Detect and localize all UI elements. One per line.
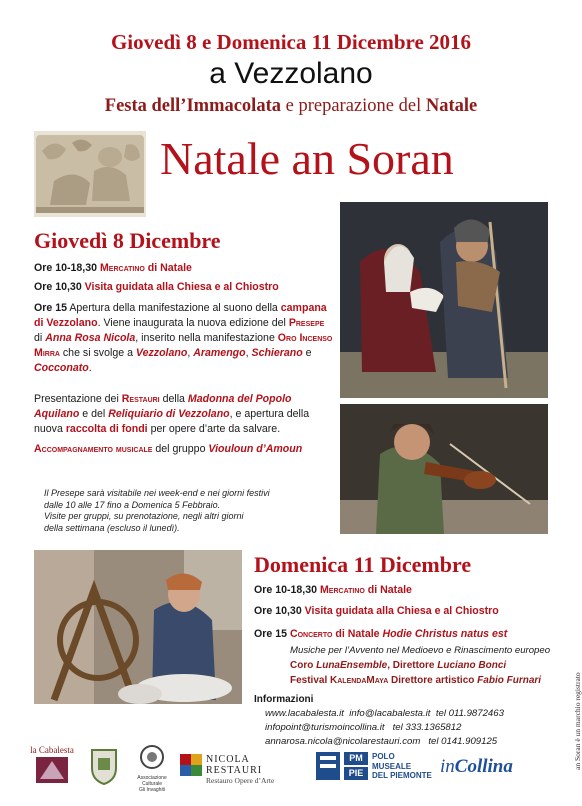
day2-line-market: [254, 583, 554, 598]
text-segment: ,: [245, 347, 252, 359]
trademark-note: [563, 660, 582, 770]
choir-director-name: Luciano Bonci: [437, 660, 507, 671]
time-label: Ore 10-18,30: [34, 262, 100, 274]
time-label: Ore 10,30: [254, 605, 305, 617]
info-label: Informazioni: [254, 694, 314, 705]
day2-choir-line: [290, 660, 506, 671]
choir-director-label: , Direttore: [387, 660, 438, 671]
text-segment: Apertura della manifestazione al suono della: [66, 302, 281, 314]
text-segment: Schierano: [251, 347, 303, 359]
time-label: Ore 10,30: [34, 281, 85, 293]
nativity-figures-photo: [340, 202, 548, 398]
festival-director-label: Direttore artistico: [388, 675, 478, 686]
polo-text: [372, 752, 432, 781]
phone-number: tel 011.9872463: [435, 708, 504, 719]
text-segment: Ore 15: [34, 302, 67, 314]
capital-sculpture-image: [34, 131, 146, 217]
website-link[interactable]: www.lacabalesta.it: [265, 708, 344, 719]
text-segment: del gruppo: [152, 443, 209, 455]
text-segment: Restauri: [121, 393, 160, 405]
concert-mid: di Natale: [332, 628, 383, 640]
day1-paragraph-restorations: [34, 392, 334, 437]
tour-label: Visita guidata alla Chiesa e al Chiostro: [84, 281, 279, 293]
header-date: Giovedì 8 e Domenica 11 Dicembre 2016: [110, 30, 472, 54]
concert-label: Concerto: [289, 628, 333, 640]
subtitle-natale: Natale: [425, 96, 478, 116]
text-segment: Aramengo: [193, 347, 246, 359]
violinist-figure-photo: [340, 404, 548, 534]
text-segment: Madonna del Popolo Aquilano: [34, 393, 292, 420]
email-link[interactable]: annarosa.nicola@nicolarestauri.com: [265, 736, 421, 747]
logo-comune-crest: [84, 744, 124, 786]
day2-concert-description: Musiche per l’Avvento nel Medioevo e Rinascimento europeo: [290, 645, 551, 656]
festival-director-name: Fabio Furnari: [477, 675, 542, 686]
logo-nicola-mark: [180, 754, 202, 776]
day1-paragraph-music: [34, 442, 334, 457]
text-segment: Accompagnamento musicale: [34, 443, 153, 455]
day1-paragraph-opening: [34, 301, 334, 376]
logo-polo-museale: [316, 752, 436, 782]
note-line: della settimana (escluso il lunedì).: [44, 522, 180, 533]
text-segment: della: [159, 393, 188, 405]
info-row-3: [265, 736, 497, 747]
market-suffix: di Natale: [364, 584, 412, 596]
concert-title: Hodie Christus natus est: [382, 628, 508, 640]
day2-line-concert: [254, 627, 554, 642]
info-row-2: [265, 722, 461, 733]
time-label: Ore 10-18,30: [254, 584, 320, 596]
logo-incollina: [440, 756, 513, 778]
nicola-tagline: Restauro Opere d’Arte: [206, 776, 275, 785]
polo-pm: PM: [344, 752, 368, 765]
subtitle-middle: e preparazione del: [281, 96, 426, 116]
text-segment: .: [88, 362, 92, 374]
text-segment: che si svolge a: [59, 347, 136, 359]
logo-invaghiti: [128, 744, 176, 793]
note-line: Il Presepe sarà visitabile nei week-end e nei giorni festivi: [44, 488, 270, 498]
polo-line-3: DEL PIEMONTE: [372, 771, 432, 780]
phone-number: tel 333.1365812: [392, 722, 462, 733]
header-place: a Vezzolano: [209, 57, 373, 90]
day1-line-market: [34, 261, 334, 276]
day2-line-tour: [254, 604, 554, 619]
invaghiti-emblem: [137, 744, 167, 770]
time-label: Ore 15: [254, 628, 290, 640]
text-segment: Vezzolano: [135, 347, 188, 359]
polo-line-1: POLO: [372, 752, 395, 761]
text-segment: Viouloun d’Amoun: [208, 443, 303, 455]
text-segment: e: [302, 347, 312, 359]
choir-name: LunaEnsemble: [316, 660, 388, 671]
text-segment: e del: [79, 408, 109, 420]
text-segment: di: [34, 332, 46, 344]
day1-visiting-note: [44, 488, 344, 534]
polo-pie: PIE: [344, 767, 368, 780]
text-segment: Presentazione dei: [34, 393, 122, 405]
logo-nicola-restauri: [206, 754, 306, 785]
text-segment: Oro Incenso Mirra: [34, 332, 333, 359]
festival-name: KalendaMaya: [330, 675, 389, 686]
main-title: Natale an Soran: [160, 133, 454, 184]
text-segment: ,: [187, 347, 194, 359]
day1-heading: Giovedì 8 Dicembre: [34, 228, 221, 253]
text-segment: raccolta di fondi: [65, 423, 148, 435]
text-segment: campana di Vezzolano: [34, 302, 327, 329]
text-segment: , inserito nella manifestazione: [135, 332, 278, 344]
info-row-1: [265, 708, 504, 719]
market-label: Mercatino: [99, 262, 145, 274]
incollina-collina: Collina: [454, 756, 513, 777]
polo-emblem: [316, 752, 340, 780]
cabalesta-text: la Cabalesta: [30, 745, 74, 755]
day1-line-tour: [34, 280, 334, 295]
text-segment: . Viene inaugurata la nuova edizione del: [97, 317, 289, 329]
subtitle-feast: Festa dell’Immacolata: [104, 96, 281, 116]
market-suffix: di Natale: [144, 262, 192, 274]
phone-number: tel 0141.909125: [428, 736, 498, 747]
text-segment: Reliquiario di Vezzolano: [108, 408, 230, 420]
email-link[interactable]: infopoint@turismoincollina.it: [265, 722, 385, 733]
text-segment: Anna Rosa Nicola: [45, 332, 136, 344]
text-segment: Presepe: [288, 317, 325, 329]
text-segment: , e apertura della nuova: [34, 408, 310, 435]
invaghiti-label-2: Gli Invaghiti: [138, 787, 166, 793]
festival-prefix: Festival: [290, 675, 331, 686]
logo-cabalesta: [26, 745, 78, 789]
market-label: Mercatino: [319, 584, 365, 596]
note-line: Visite per gruppi, su prenotazione, negli altri giorni: [44, 511, 244, 521]
trademark-text: an Soran è un marchio registrato: [573, 672, 582, 770]
spinner-figure-photo: [34, 550, 242, 704]
choir-prefix: Coro: [290, 660, 317, 671]
text-segment: per opere d’arte da salvare.: [147, 423, 281, 435]
tour-label: Visita guidata alla Chiesa e al Chiostro: [304, 605, 499, 617]
text-segment: Cocconato: [34, 362, 89, 374]
cabalesta-emblem: [26, 755, 78, 785]
day2-heading: Domenica 11 Dicembre: [254, 552, 472, 577]
polo-line-2: MUSEALE: [372, 761, 412, 771]
incollina-in: in: [440, 756, 455, 777]
nicola-name: NICOLA RESTAURI: [206, 754, 263, 776]
day2-festival-line: [290, 675, 541, 686]
invaghiti-label-1: Associazione Culturale: [137, 775, 167, 787]
header-subtitle: [0, 96, 582, 117]
note-line: dalle 10 alle 17 fino a Domenica 5 Febbraio.: [44, 499, 221, 510]
email-link[interactable]: info@lacabalesta.it: [349, 708, 431, 719]
